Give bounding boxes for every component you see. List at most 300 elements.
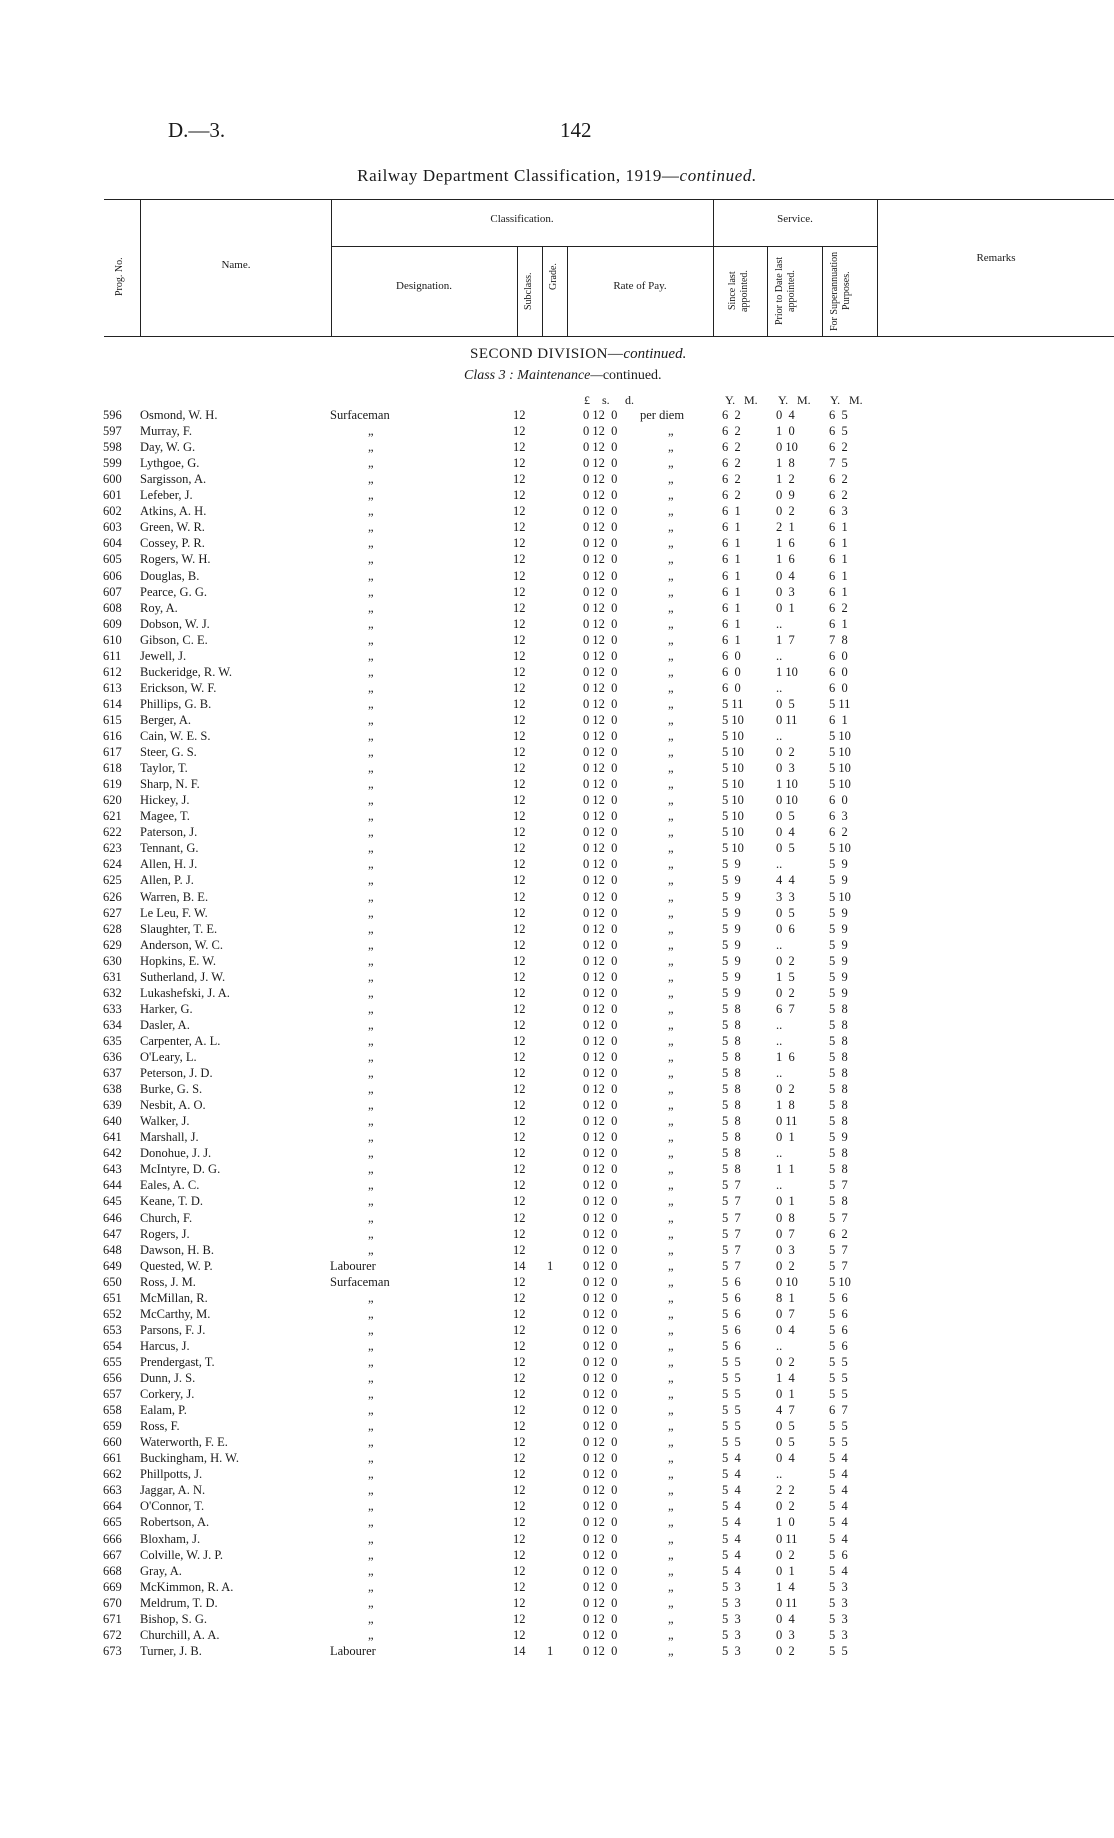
cell-since-last: 5 4 (722, 1563, 741, 1578)
header-bottom-rule (104, 336, 1114, 337)
cell-superannuation: 5 9 (829, 857, 848, 872)
cell-name: Sargisson, A. (140, 472, 207, 487)
cell-rate: 0 12 0 (583, 1371, 618, 1385)
cell-prog-no: 616 (103, 729, 122, 743)
cell-rate: 0 12 0 (583, 745, 618, 760)
table-row (0, 1081, 1114, 1097)
cell-grade: 12 (513, 472, 526, 487)
cell-name: Walker, J. (140, 1114, 190, 1129)
page-title (0, 166, 1114, 186)
cell-superannuation: 6 1 (829, 616, 848, 631)
table-row (0, 1177, 1114, 1193)
cell-since-last: 6 1 (722, 536, 741, 551)
cell-superannuation: 5 8 (829, 1033, 848, 1048)
cell-name: Berger, A. (140, 712, 191, 727)
cell-rate: 0 12 0 (583, 520, 618, 535)
cell-superannuation: 5 9 (829, 953, 848, 968)
table-row (0, 1547, 1114, 1563)
table-row (0, 1017, 1114, 1033)
cell-designation: „ (368, 889, 374, 904)
cell-name: O'Leary, L. (140, 1050, 197, 1064)
cell-superannuation: 5 4 (829, 1467, 848, 1482)
cell-since-last: 6 1 (722, 616, 741, 631)
cell-since-last: 6 2 (722, 408, 741, 422)
cell-prior: .. (776, 1338, 783, 1353)
header-classification: Classification. (490, 213, 554, 225)
service-underline (713, 246, 877, 247)
cell-prior: .. (776, 729, 783, 743)
cell-superannuation: 7 5 (829, 456, 848, 471)
cell-name: Lythgoe, G. (140, 456, 200, 471)
cell-name: Cossey, P. R. (140, 536, 205, 551)
cell-superannuation: 5 6 (829, 1322, 848, 1337)
division-continued: continued. (623, 346, 687, 362)
unit-super-y: Y. (830, 393, 841, 407)
cell-prior: 0 4 (776, 408, 795, 422)
cell-designation: „ (368, 1114, 374, 1129)
cell-rate-per: „ (668, 1563, 674, 1578)
cell-prior: 1 8 (776, 456, 795, 471)
cell-name: Donohue, J. J. (140, 1146, 212, 1161)
table-row (0, 1370, 1114, 1386)
cell-rate: 0 12 0 (583, 1563, 618, 1578)
cell-superannuation: 5 8 (829, 1066, 848, 1081)
cell-rate-per: „ (668, 1130, 674, 1145)
cell-rate: 0 12 0 (583, 1274, 618, 1289)
cell-rate-per: „ (668, 729, 674, 743)
cell-grade: 12 (513, 1451, 526, 1466)
table-row (0, 1306, 1114, 1322)
cell-rate: 0 12 0 (583, 536, 618, 551)
cell-prior: 0 3 (776, 1627, 795, 1642)
cell-rate-per: „ (668, 1483, 674, 1498)
table-row (0, 471, 1114, 487)
cell-superannuation: 5 3 (829, 1611, 848, 1626)
cell-grade: 12 (513, 1467, 526, 1482)
cell-rate: 0 12 0 (583, 825, 618, 840)
cell-since-last: 5 5 (722, 1371, 741, 1385)
cell-since-last: 5 8 (722, 1001, 741, 1016)
cell-rate: 0 12 0 (583, 1387, 618, 1402)
table-row (0, 1498, 1114, 1514)
table-row (0, 1579, 1114, 1595)
cell-designation: „ (368, 696, 374, 711)
cell-prior: 0 11 (776, 1114, 798, 1129)
cell-designation: „ (368, 953, 374, 968)
division-heading (470, 346, 686, 363)
cell-superannuation: 6 1 (829, 712, 848, 727)
table-row (0, 937, 1114, 953)
cell-superannuation: 6 2 (829, 440, 848, 455)
cell-prior: 1 4 (776, 1579, 795, 1594)
header-prog-no: Prog. No. (114, 257, 125, 297)
cell-prog-no: 597 (103, 424, 122, 439)
cell-since-last: 5 9 (722, 889, 741, 904)
cell-since-last: 5 5 (722, 1354, 741, 1369)
cell-name: Nesbit, A. O. (140, 1098, 206, 1113)
cell-rate-per: „ (668, 1451, 674, 1466)
cell-prog-no: 612 (103, 664, 122, 679)
cell-grade: 12 (513, 648, 526, 663)
cell-grade: 12 (513, 809, 526, 824)
cell-rate-per: „ (668, 1114, 674, 1129)
cell-designation: „ (368, 1371, 374, 1385)
cell-designation: „ (368, 729, 374, 743)
cell-grade: 12 (513, 1338, 526, 1353)
table-row (0, 1049, 1114, 1065)
cell-rate: 0 12 0 (583, 873, 618, 888)
cell-since-last: 6 1 (722, 504, 741, 519)
classification-underline (331, 246, 713, 247)
cell-prior: 4 4 (776, 873, 795, 888)
cell-grade: 12 (513, 1130, 526, 1145)
cell-rate-per: „ (668, 937, 674, 952)
header-top-rule (104, 199, 1114, 200)
cell-designation: „ (368, 985, 374, 1000)
cell-grade: 12 (513, 985, 526, 1000)
cell-superannuation: 6 5 (829, 408, 848, 422)
cell-name: Keane, T. D. (140, 1194, 204, 1209)
cell-rate: 0 12 0 (583, 1451, 618, 1466)
cell-superannuation: 5 8 (829, 1001, 848, 1016)
cell-rate-per: „ (668, 664, 674, 679)
cell-designation: Surfaceman (330, 408, 390, 422)
table-row (0, 1595, 1114, 1611)
header-superannuation: For Superannuation Purposes. (829, 251, 852, 331)
cell-grade: 12 (513, 1146, 526, 1161)
cell-designation: „ (368, 1435, 374, 1450)
cell-superannuation: 5 6 (829, 1306, 848, 1321)
cell-since-last: 5 6 (722, 1322, 741, 1337)
cell-superannuation: 5 3 (829, 1627, 848, 1642)
cell-designation: Labourer (330, 1258, 376, 1273)
table-row (0, 680, 1114, 696)
cell-rate-per: „ (668, 793, 674, 808)
cell-rate-per: „ (668, 1162, 674, 1177)
cell-since-last: 5 10 (722, 712, 744, 727)
cell-prog-no: 657 (103, 1387, 122, 1402)
cell-since-last: 5 3 (722, 1595, 741, 1610)
cell-name: Warren, B. E. (140, 889, 209, 904)
cell-superannuation: 6 7 (829, 1403, 848, 1418)
cell-since-last: 5 8 (722, 1082, 741, 1097)
cell-superannuation: 5 7 (829, 1258, 848, 1273)
cell-since-last: 5 10 (722, 793, 744, 808)
cell-prog-no: 643 (103, 1162, 122, 1177)
cell-prog-no: 633 (103, 1001, 122, 1016)
cell-name: Anderson, W. C. (140, 937, 223, 952)
header-divider-subclass (517, 246, 518, 336)
cell-rate: 0 12 0 (583, 1066, 618, 1081)
cell-name: Roy, A. (140, 600, 178, 615)
cell-prior: 0 2 (776, 985, 795, 1000)
cell-designation: „ (368, 616, 374, 631)
cell-since-last: 5 4 (722, 1483, 741, 1498)
cell-designation: „ (368, 1595, 374, 1610)
cell-since-last: 5 4 (722, 1467, 741, 1482)
cell-since-last: 6 2 (722, 440, 741, 455)
cell-prog-no: 619 (103, 777, 122, 792)
cell-designation: „ (368, 1322, 374, 1337)
cell-prog-no: 666 (103, 1531, 122, 1546)
table-row (0, 792, 1114, 808)
table-row (0, 728, 1114, 744)
header-prior-to-date: Prior to Date last appointed. (774, 256, 797, 326)
cell-grade: 12 (513, 1290, 526, 1305)
cell-rate: 0 12 0 (583, 1338, 618, 1353)
cell-since-last: 5 9 (722, 953, 741, 968)
header-service: Service. (777, 213, 813, 225)
cell-prog-no: 658 (103, 1403, 122, 1418)
cell-prog-no: 670 (103, 1595, 122, 1610)
cell-superannuation: 5 10 (829, 777, 851, 792)
cell-prog-no: 606 (103, 568, 122, 583)
cell-prior: 1 1 (776, 1162, 795, 1177)
cell-designation: „ (368, 472, 374, 487)
cell-rate: 0 12 0 (583, 1579, 618, 1594)
cell-prog-no: 653 (103, 1322, 122, 1337)
cell-prog-no: 607 (103, 584, 122, 599)
cell-rate: 0 12 0 (583, 905, 618, 920)
cell-designation: „ (368, 712, 374, 727)
cell-since-last: 5 6 (722, 1338, 741, 1353)
cell-designation: „ (368, 1547, 374, 1562)
unit-pounds: £ (584, 393, 590, 407)
cell-since-last: 5 7 (722, 1258, 741, 1273)
cell-prior: 0 10 (776, 1274, 798, 1289)
table-row (0, 1001, 1114, 1017)
cell-prior: 0 5 (776, 809, 795, 824)
cell-prog-no: 622 (103, 825, 122, 840)
cell-rate: 0 12 0 (583, 1114, 618, 1129)
cell-since-last: 5 7 (722, 1242, 741, 1257)
cell-grade: 12 (513, 424, 526, 439)
cell-prog-no: 627 (103, 905, 122, 920)
cell-rate: 0 12 0 (583, 1082, 618, 1097)
table-row (0, 1129, 1114, 1145)
cell-prior: 0 5 (776, 905, 795, 920)
cell-name: Le Leu, F. W. (140, 905, 208, 920)
cell-since-last: 5 8 (722, 1146, 741, 1161)
cell-prog-no: 668 (103, 1563, 122, 1578)
cell-grade: 12 (513, 1371, 526, 1385)
table-row (0, 1563, 1114, 1579)
cell-superannuation: 5 3 (829, 1579, 848, 1594)
cell-rate-per: „ (668, 584, 674, 599)
table-row (0, 519, 1114, 535)
cell-prior: 0 6 (776, 921, 795, 936)
cell-name: Churchill, A. A. (140, 1627, 220, 1642)
cell-rate-per: „ (668, 648, 674, 663)
cell-name: Tennant, G. (140, 841, 199, 856)
cell-designation: „ (368, 1515, 374, 1530)
cell-rate-per: „ (668, 1050, 674, 1064)
cell-prior: .. (776, 1467, 783, 1482)
cell-rate-per: „ (668, 761, 674, 776)
cell-grade: 14 (513, 1258, 526, 1273)
cell-rate: 0 12 0 (583, 632, 618, 647)
cell-grade: 12 (513, 1595, 526, 1610)
cell-grade: 12 (513, 1098, 526, 1113)
cell-prior: 2 2 (776, 1483, 795, 1498)
cell-rate: 0 12 0 (583, 424, 618, 439)
cell-prog-no: 635 (103, 1033, 122, 1048)
cell-since-last: 5 4 (722, 1515, 741, 1530)
table-row (0, 439, 1114, 455)
cell-grade: 12 (513, 616, 526, 631)
cell-prior: 1 6 (776, 536, 795, 551)
cell-designation: „ (368, 1162, 374, 1177)
cell-since-last: 6 2 (722, 488, 741, 503)
cell-since-last: 6 1 (722, 520, 741, 535)
cell-rate-per: „ (668, 1627, 674, 1642)
cell-designation: „ (368, 745, 374, 760)
cell-name: Steer, G. S. (140, 745, 197, 760)
cell-superannuation: 5 5 (829, 1419, 848, 1434)
cell-name: Sutherland, J. W. (140, 969, 226, 984)
table-row (0, 1386, 1114, 1402)
cell-since-last: 6 1 (722, 632, 741, 647)
cell-name: McIntyre, D. G. (140, 1162, 221, 1177)
cell-prior: 0 11 (776, 712, 798, 727)
cell-superannuation: 5 10 (829, 745, 851, 760)
cell-rate-per: „ (668, 424, 674, 439)
cell-prog-no: 652 (103, 1306, 122, 1321)
cell-designation: „ (368, 969, 374, 984)
class-heading (464, 368, 662, 384)
cell-rate: 0 12 0 (583, 1226, 618, 1241)
cell-designation: „ (368, 552, 374, 567)
cell-rate-per: „ (668, 809, 674, 824)
cell-prior: 0 5 (776, 841, 795, 856)
cell-superannuation: 5 5 (829, 1354, 848, 1369)
cell-superannuation: 5 4 (829, 1451, 848, 1466)
table-row (0, 1466, 1114, 1482)
cell-rate: 0 12 0 (583, 1515, 618, 1530)
table-row (0, 648, 1114, 664)
cell-prog-no: 615 (103, 712, 122, 727)
cell-prior: 1 4 (776, 1371, 795, 1385)
cell-since-last: 5 7 (722, 1194, 741, 1209)
cell-superannuation: 5 4 (829, 1563, 848, 1578)
cell-rate: 0 12 0 (583, 1403, 618, 1418)
cell-rate-per: „ (668, 472, 674, 487)
cell-rate: 0 12 0 (583, 809, 618, 824)
cell-rate: 0 12 0 (583, 648, 618, 663)
cell-grade: 12 (513, 969, 526, 984)
cell-since-last: 5 10 (722, 745, 744, 760)
cell-prog-no: 659 (103, 1419, 122, 1434)
table-row (0, 1290, 1114, 1306)
cell-since-last: 5 7 (722, 1178, 741, 1193)
cell-grade: 12 (513, 1435, 526, 1450)
cell-superannuation: 5 9 (829, 985, 848, 1000)
cell-grade: 12 (513, 841, 526, 856)
cell-rate: 0 12 0 (583, 1258, 618, 1273)
cell-rate-per: „ (668, 696, 674, 711)
cell-grade: 12 (513, 905, 526, 920)
cell-rate-per: „ (668, 1435, 674, 1450)
cell-superannuation: 6 2 (829, 600, 848, 615)
cell-prior: 0 3 (776, 1242, 795, 1257)
cell-grade: 12 (513, 552, 526, 567)
title-text: Railway Department Classification, 1919— (357, 166, 680, 185)
cell-name: Harker, G. (140, 1001, 193, 1016)
cell-name: Allen, P. J. (140, 873, 194, 888)
cell-rate: 0 12 0 (583, 552, 618, 567)
cell-designation: „ (368, 504, 374, 519)
cell-rate: 0 12 0 (583, 1098, 618, 1113)
cell-grade: 12 (513, 600, 526, 615)
cell-since-last: 5 7 (722, 1210, 741, 1225)
table-row (0, 1611, 1114, 1627)
cell-name: Pearce, G. G. (140, 584, 207, 599)
cell-designation: „ (368, 488, 374, 503)
cell-name: Osmond, W. H. (140, 408, 218, 422)
cell-since-last: 5 5 (722, 1387, 741, 1402)
cell-prog-no: 667 (103, 1547, 122, 1562)
cell-grade: 12 (513, 1403, 526, 1418)
cell-prior: 0 1 (776, 1130, 795, 1145)
cell-grade: 12 (513, 1066, 526, 1081)
cell-prior: 0 4 (776, 1451, 795, 1466)
table-row (0, 1354, 1114, 1370)
cell-superannuation: 6 0 (829, 664, 848, 679)
table-row (0, 1210, 1114, 1226)
division-text: SECOND DIVISION— (470, 346, 624, 362)
cell-grade: 12 (513, 777, 526, 792)
cell-since-last: 5 11 (722, 696, 744, 711)
cell-prior: 0 5 (776, 1419, 795, 1434)
cell-rate-per: „ (668, 1547, 674, 1562)
cell-rate: 0 12 0 (583, 440, 618, 455)
cell-prog-no: 632 (103, 985, 122, 1000)
cell-rate: 0 12 0 (583, 1162, 618, 1177)
cell-superannuation: 5 5 (829, 1643, 848, 1658)
cell-name: Dunn, J. S. (140, 1371, 196, 1385)
cell-rate-per: „ (668, 1226, 674, 1241)
cell-designation: „ (368, 536, 374, 551)
cell-rate-per: „ (668, 921, 674, 936)
cell-superannuation: 5 6 (829, 1290, 848, 1305)
header-rate-of-pay: Rate of Pay. (613, 280, 667, 292)
cell-superannuation: 5 10 (829, 1274, 851, 1289)
cell-designation: „ (368, 1017, 374, 1032)
unit-prior-m: M. (797, 393, 811, 407)
cell-since-last: 5 9 (722, 969, 741, 984)
table-row (0, 1450, 1114, 1466)
cell-subclass: 1 (547, 1258, 554, 1273)
cell-rate: 0 12 0 (583, 1354, 618, 1369)
cell-prog-no: 650 (103, 1274, 122, 1289)
cell-rate: 0 12 0 (583, 1627, 618, 1642)
cell-grade: 12 (513, 680, 526, 695)
cell-name: Douglas, B. (140, 568, 200, 583)
cell-rate: 0 12 0 (583, 1146, 618, 1161)
cell-since-last: 5 6 (722, 1290, 741, 1305)
table-row (0, 1226, 1114, 1242)
cell-prior: .. (776, 1178, 783, 1193)
cell-rate-per: „ (668, 1194, 674, 1209)
cell-grade: 12 (513, 889, 526, 904)
cell-prior: .. (776, 937, 783, 952)
cell-rate: 0 12 0 (583, 1322, 618, 1337)
cell-prior: 0 4 (776, 568, 795, 583)
cell-prog-no: 610 (103, 632, 122, 647)
cell-superannuation: 5 5 (829, 1371, 848, 1385)
cell-designation: „ (368, 761, 374, 776)
cell-grade: 12 (513, 440, 526, 455)
